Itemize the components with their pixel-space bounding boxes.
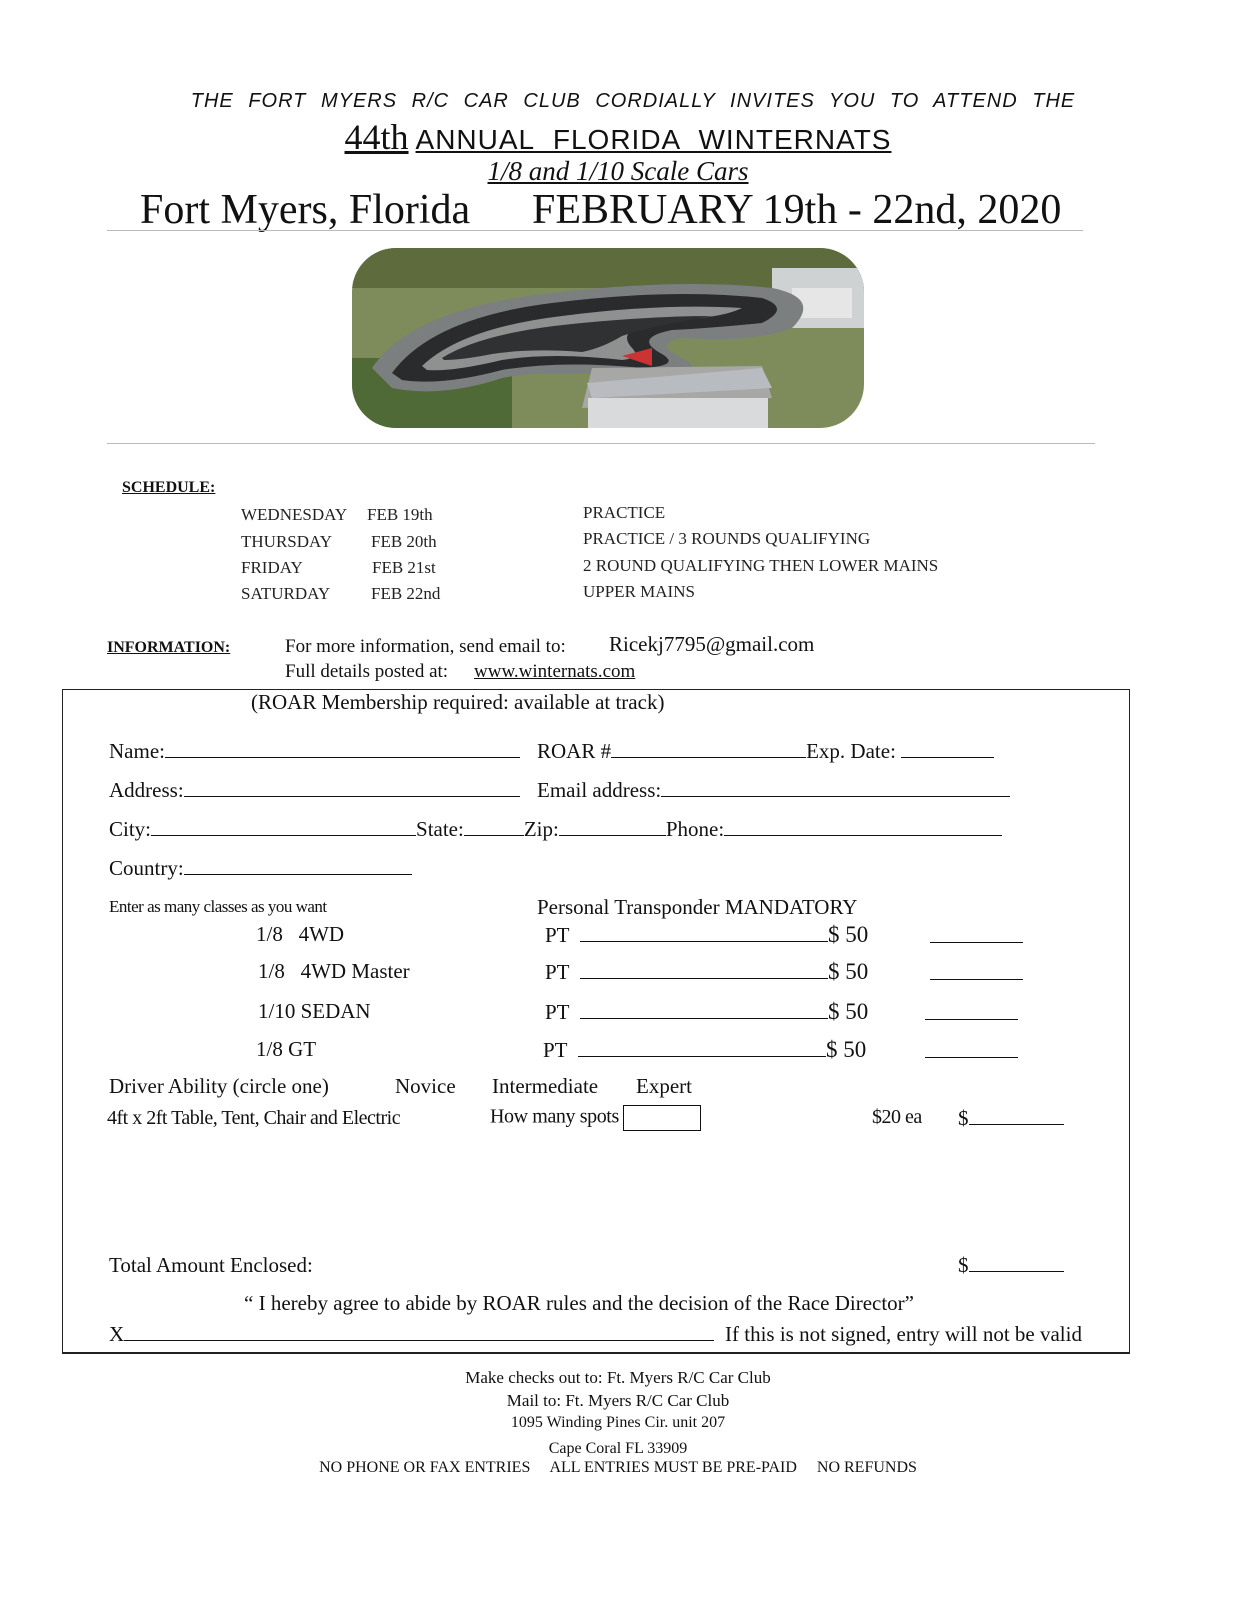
event-title (0, 116, 1236, 158)
classes-note: Enter as many classes as you want (109, 897, 327, 916)
class-amount-field[interactable] (930, 979, 1023, 980)
address-row (109, 778, 520, 803)
signature-row (109, 1322, 714, 1347)
class-name: 1/8 GT (256, 1037, 317, 1061)
pt-label: PT (545, 960, 570, 984)
country-row (109, 856, 412, 881)
scale-subtitle: 1/8 and 1/10 Scale Cars (487, 156, 749, 186)
schedule-date: FEB 22nd (371, 584, 441, 603)
pt-field[interactable] (580, 923, 828, 942)
schedule-day: THURSDAY (241, 532, 333, 551)
roar-note: (ROAR Membership required: available at track) (251, 690, 665, 714)
track-photo (352, 248, 864, 428)
ability-expert[interactable]: Expert (636, 1074, 692, 1098)
agreement-text: “ I hereby agree to abide by ROAR rules and the decision of the Race Director” (244, 1291, 914, 1315)
country-label: Country: (109, 856, 184, 880)
dollar-sign: $ (958, 1106, 969, 1130)
exp-label: Exp. Date: (806, 739, 896, 763)
details-prompt: Full details posted at: (285, 661, 449, 682)
class-name: 1/10 SEDAN (258, 999, 371, 1023)
footer-notes: NO PHONE OR FAX ENTRIES ALL ENTRIES MUST BE PRE-PAID NO REFUNDS (319, 1459, 917, 1476)
spots-total-row (958, 1106, 1064, 1131)
footer-checks: Make checks out to: Ft. Myers R/C Car Club (465, 1368, 771, 1387)
name-label: Name: (109, 739, 165, 763)
roar-field[interactable] (611, 739, 806, 758)
email-label: Email address: (537, 778, 662, 802)
event-dates: FEBRUARY 19th - 22nd, 2020 (532, 187, 1062, 233)
phone-field[interactable] (724, 817, 1002, 836)
address-label: Address: (109, 778, 184, 802)
class-amount-field[interactable] (925, 1057, 1018, 1058)
transponder-note: Personal Transponder MANDATORY (537, 895, 858, 919)
zip-label: Zip: (523, 817, 559, 841)
spots-total-field[interactable] (969, 1106, 1064, 1125)
signature-field[interactable] (124, 1322, 714, 1341)
pt-field[interactable] (578, 1038, 826, 1057)
spots-row (490, 1105, 701, 1131)
class-price: $ 50 (826, 1037, 867, 1062)
contact-email[interactable]: Ricekj7795@gmail.com (609, 632, 815, 656)
website-link[interactable]: www.winternats.com (474, 661, 636, 682)
class-name: 1/8 4WD Master (258, 959, 410, 983)
class-price: $ 50 (828, 999, 869, 1024)
pt-label: PT (545, 1000, 570, 1024)
spots-label: How many spots (490, 1105, 619, 1128)
schedule-date: FEB 20th (371, 532, 437, 551)
footer-street: 1095 Winding Pines Cir. unit 207 (510, 1414, 726, 1431)
roar-row (537, 739, 994, 764)
schedule-event: PRACTICE (583, 503, 666, 522)
city-field[interactable] (151, 817, 416, 836)
dollar-sign: $ (958, 1253, 969, 1277)
total-row (958, 1253, 1064, 1278)
ability-label: Driver Ability (circle one) (109, 1074, 329, 1098)
table-label: 4ft x 2ft Table, Tent, Chair and Electric (107, 1107, 401, 1129)
email-row (537, 778, 1010, 803)
address-field[interactable] (184, 778, 520, 797)
country-field[interactable] (184, 856, 412, 875)
class-name: 1/8 4WD (256, 922, 345, 946)
schedule-date: FEB 19th (367, 505, 433, 524)
information-label: INFORMATION: (107, 639, 231, 656)
ability-novice[interactable]: Novice (395, 1074, 456, 1098)
state-label: State: (416, 817, 464, 841)
zip-field[interactable] (559, 817, 666, 836)
sign-note: If this is not signed, entry will not be valid (725, 1322, 1082, 1346)
header-divider (107, 230, 1083, 231)
ability-intermediate[interactable]: Intermediate (492, 1074, 599, 1098)
pt-label: PT (545, 923, 570, 947)
exp-field[interactable] (901, 739, 994, 758)
roar-label: ROAR # (537, 739, 612, 763)
schedule-event: UPPER MAINS (583, 582, 695, 601)
name-row (109, 739, 520, 764)
city-label: City: (109, 817, 152, 841)
class-amount-field[interactable] (930, 942, 1023, 943)
phone-label: Phone: (665, 817, 725, 841)
total-label: Total Amount Enclosed: (109, 1253, 313, 1277)
total-field[interactable] (969, 1253, 1064, 1272)
schedule-day: WEDNESDAY (241, 505, 348, 524)
state-field[interactable] (464, 817, 524, 836)
event-location: Fort Myers, Florida (140, 187, 471, 233)
schedule-date: FEB 21st (372, 558, 436, 577)
class-price: $ 50 (828, 959, 869, 984)
pt-field[interactable] (580, 1000, 828, 1019)
city-row (109, 817, 1002, 842)
email-field[interactable] (661, 778, 1010, 797)
schedule-event: 2 ROUND QUALIFYING THEN LOWER MAINS (583, 556, 939, 575)
invite-line: THE FORT MYERS R/C CAR CLUB CORDIALLY INVITES YOU TO ATTEND THE (190, 90, 1076, 112)
schedule-label: SCHEDULE: (122, 479, 216, 496)
class-row (545, 922, 868, 948)
footer-mail: Mail to: Ft. Myers R/C Car Club (506, 1391, 730, 1410)
email-prompt: For more information, send email to: (285, 636, 566, 657)
class-row (545, 959, 868, 985)
photo-divider (107, 443, 1095, 444)
class-amount-field[interactable] (925, 1019, 1018, 1020)
spot-price: $20 ea (872, 1106, 922, 1128)
event-name: ANNUAL FLORIDA WINTERNATS (415, 124, 892, 155)
sign-x: X (109, 1322, 125, 1346)
schedule-day: FRIDAY (241, 558, 303, 577)
spots-input[interactable] (623, 1105, 701, 1131)
footer-city: Cape Coral FL 33909 (548, 1440, 688, 1457)
class-row (545, 999, 868, 1025)
class-row (543, 1037, 866, 1063)
pt-label: PT (543, 1038, 568, 1062)
pt-field[interactable] (580, 960, 828, 979)
schedule-day: SATURDAY (241, 584, 331, 603)
edition: 44th (344, 117, 409, 157)
class-price: $ 50 (828, 922, 869, 947)
schedule-event: PRACTICE / 3 ROUNDS QUALIFYING (583, 529, 871, 548)
name-field[interactable] (165, 739, 520, 758)
